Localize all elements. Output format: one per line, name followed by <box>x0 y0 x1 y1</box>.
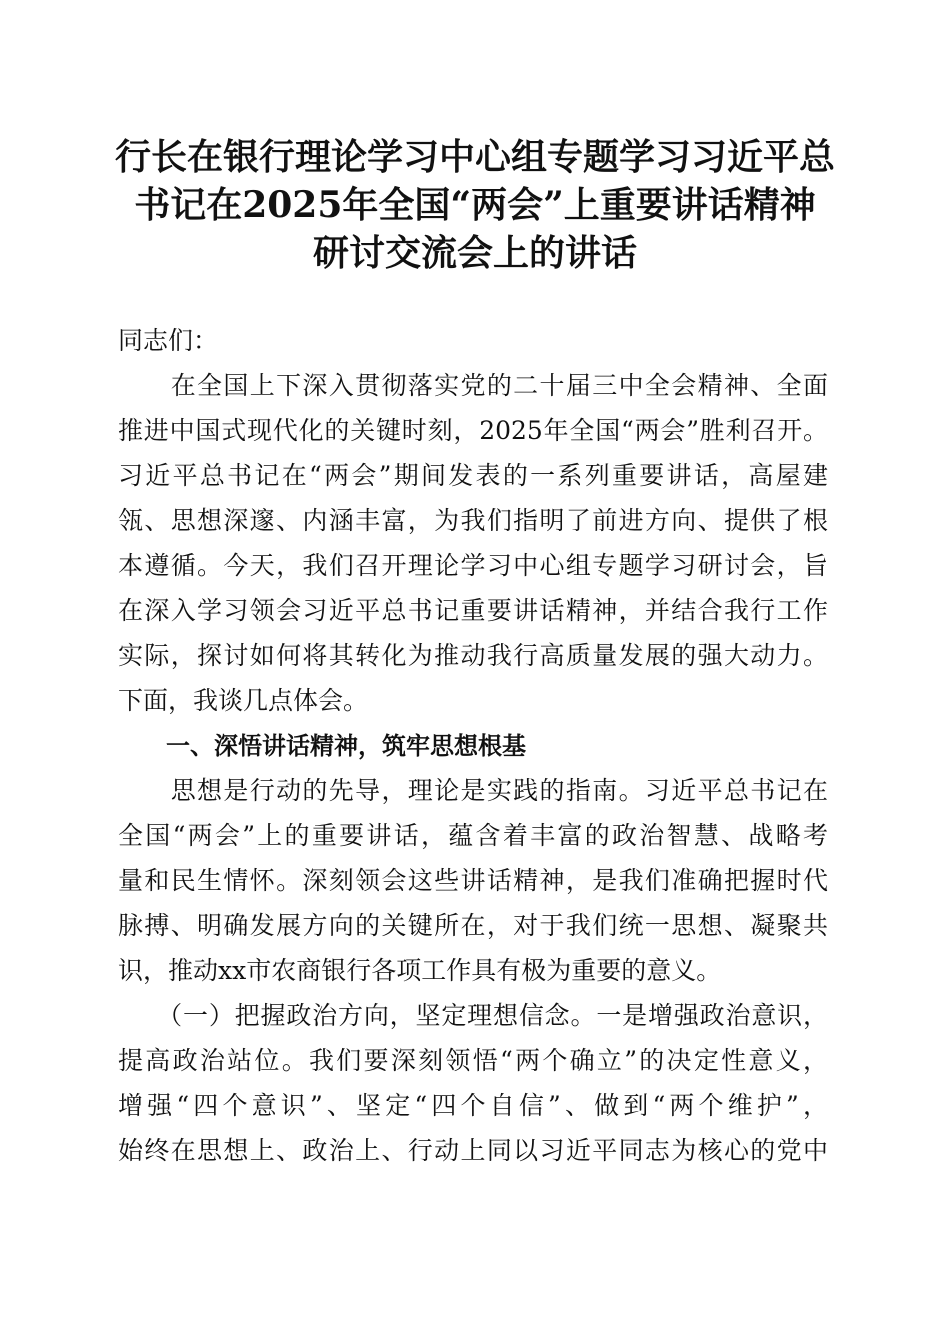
title-line-3: 研讨交流会上的讲话 <box>312 232 637 274</box>
body-line: 在深入学习领会习近平总书记重要讲话精神，并结合我行工作 <box>118 596 828 625</box>
body-line: 习近平总书记在“两会”期间发表的一系列重要讲话，高屋建 <box>118 461 828 490</box>
body-line: 在全国上下深入贯彻落实党的二十届三中全会精神、全面 <box>118 371 828 400</box>
body-line: 思想是行动的先导，理论是实践的指南。习近平总书记在 <box>118 776 828 805</box>
title-line-1: 行长在银行理论学习中心组专题学习习近平总 <box>114 136 835 178</box>
section-heading: 一、深悟讲话精神，筑牢思想根基 <box>118 732 526 760</box>
body-line: 全国“两会”上的重要讲话，蕴含着丰富的政治智慧、战略考 <box>118 821 828 850</box>
title-line-2: 书记在2025年全国“两会”上重要讲话精神 <box>134 184 816 226</box>
body-line: 提高政治站位。我们要深刻领悟“两个确立”的决定性意义， <box>118 1046 828 1075</box>
body-line: 下面，我谈几点体会。 <box>118 686 369 715</box>
document-title <box>100 133 850 277</box>
body-line: 识，推动xx市农商银行各项工作具有极为重要的意义。 <box>118 956 722 985</box>
body-line: （一）把握政治方向，坚定理想信念。一是增强政治意识， <box>118 1001 828 1030</box>
body-line: 瓴、思想深邃、内涵丰富，为我们指明了前进方向、提供了根 <box>118 506 828 535</box>
body-line: 推进中国式现代化的关键时刻，2025年全国“两会”胜利召开。 <box>118 416 828 445</box>
body-line: 脉搏、明确发展方向的关键所在，对于我们统一思想、凝聚共 <box>118 911 828 940</box>
body-line: 实际，探讨如何将其转化为推动我行高质量发展的强大动力。 <box>118 641 828 670</box>
body-line: 量和民生情怀。深刻领会这些讲话精神，是我们准确把握时代 <box>118 866 828 895</box>
body-line: 始终在思想上、政治上、行动上同以习近平同志为核心的党中 <box>118 1136 828 1165</box>
body-line: 本遵循。今天，我们召开理论学习中心组专题学习研讨会，旨 <box>118 551 828 580</box>
salutation: 同志们： <box>118 326 219 355</box>
body-line: 增强“四个意识”、坚定“四个自信”、做到“两个维护”， <box>118 1091 828 1120</box>
